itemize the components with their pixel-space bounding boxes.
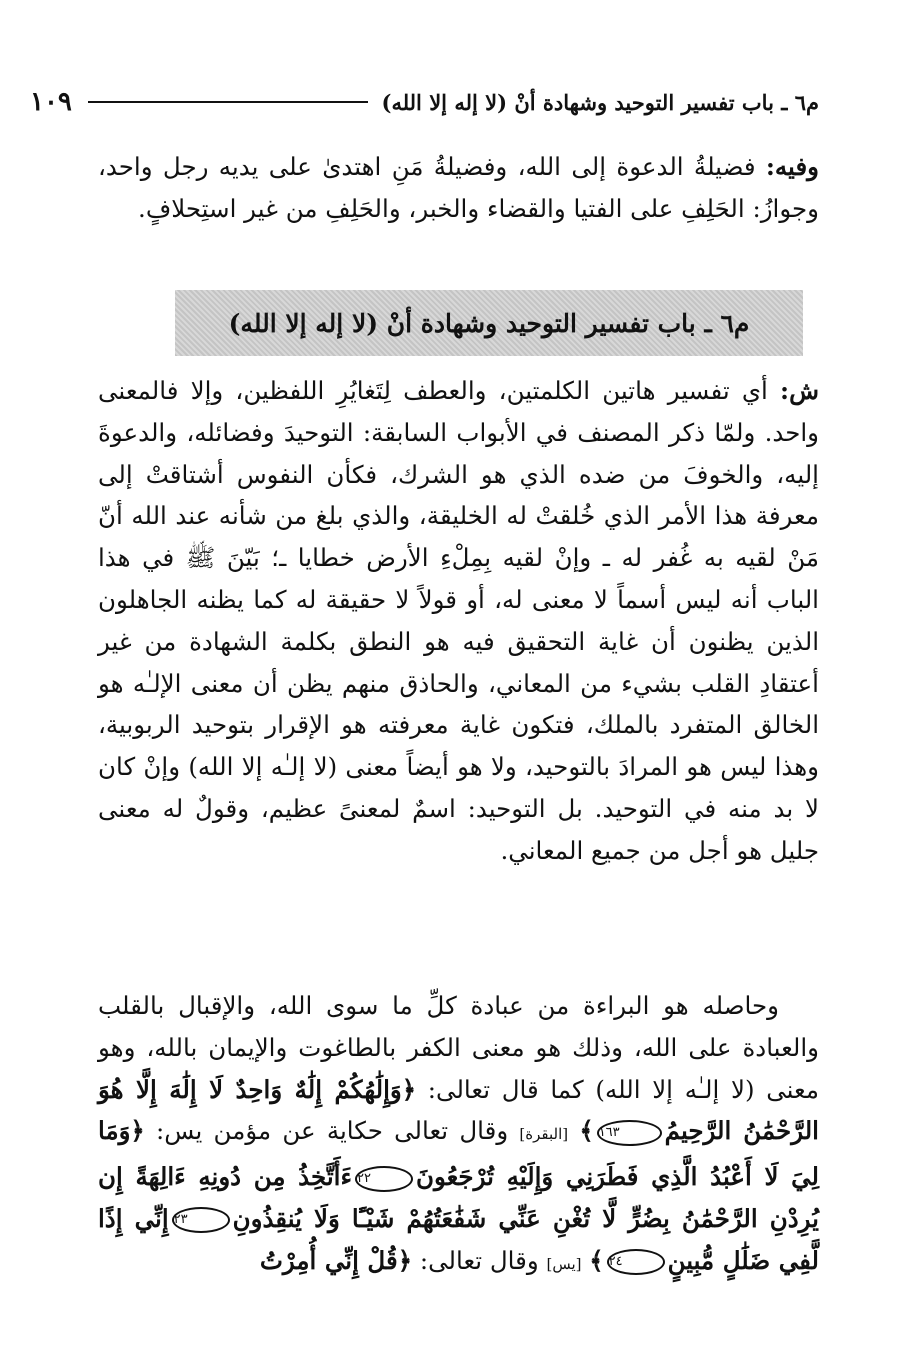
intro-text	[98, 146, 819, 230]
running-header-title: م٦ ـ باب تفسير التوحيد وشهادة أنْ (لا إله إلا الله)	[381, 89, 819, 115]
commentary-lead: ش:	[780, 376, 819, 405]
ref-yasin: [يس]	[546, 1254, 582, 1273]
commentary-body: أي تفسير هاتين الكلمتين، والعطف لِتَغايُرِ اللفظين، وإلا فالمعنى واحد. ولمّا ذكر المصنف في الأبواب السابقة: التوحيدَ وفضائله، والدعوةَ إليه، والخوفَ من ضده الذي هو الشرك، فكأن النفوس أشتاقتْ إلى معرفة هذا الأمر الذي خُلقتْ له الخليقة، والذي بلغ من شأنه عند الله أنّ مَنْ لقيه به غُفر له ـ وإنْ لقيه بِمِلْءِ الأرض خطايا ـ؛ بَيّنَ ﷺ في هذا الباب أنه ليس أسماً لا معنى له، أو قولاً لا حقيقة له كما يظنه الجاهلون الذين يظنون أن غاية التحقيق فيه هو النطق بكلمة الشهادة من غير أعتقادِ القلب بشيء من المعاني، والحاذق منهم يظن أن معنى الإلـٰه هو الخالق المتفرد بالملك، فتكون غاية معرفته هو الإقرار بتوحيد الربوبية، وهذا ليس هو المرادَ بالتوحيد، ولا هو أيضاً معنى (لا إلـٰه إلا الله) وإنْ كان لا بد منه في التوحيد. بل التوحيد: اسمٌ لمعنىً عظيم، وقولٌ له معنى جليل هو أجل من جميع المعاني.	[98, 376, 819, 865]
verse-baqarah: ﴿وَإِلَٰهُكُمْ إِلَٰهٌ وَاحِدٌ لَا إِلَٰهَ إِلَّا هُوَ الرَّحْمَٰنُ الرَّحِيمُ	[98, 1074, 819, 1146]
header-rule	[88, 101, 368, 103]
ayah-number-22: ٢٢	[355, 1166, 413, 1192]
verse-baqarah-close: ﴾	[579, 1116, 594, 1146]
summary-paragraph	[98, 985, 819, 1286]
verse-yasin-c: إِنِّي إِذًا لَّفِي ضَلَٰلٍ مُّبِينٍ	[98, 1203, 819, 1275]
ayah-number-24: ٢٤	[607, 1249, 665, 1275]
intro-paragraph	[98, 146, 819, 230]
commentary-paragraph	[98, 370, 819, 872]
summary-part1: وحاصله هو البراءة من عبادة كلِّ ما سوى الله، والإقبال بالقلب والعبادة على الله، وذلك هو معنى الكفر بالطاغوت والإيمان بالله، وهو معنى (لا إلـٰه إلا الله) كما قال تعالى:	[98, 991, 819, 1104]
ref-baqarah: [البقرة]	[519, 1125, 569, 1144]
summary-text	[98, 985, 819, 1286]
chapter-heading: م٦ ـ باب تفسير التوحيد وشهادة أنْ (لا إله إلا الله)	[228, 308, 750, 338]
verse-yasin-close: ﴾	[589, 1245, 604, 1275]
ayah-number-163: ١٦٣	[597, 1120, 662, 1146]
ayah-number-23: ٢٣	[172, 1207, 230, 1233]
chapter-heading-box	[175, 290, 803, 356]
summary-part3: وقال تعالى:	[412, 1245, 547, 1275]
verse-yasin-a: ﴿وَمَا لِيَ لَا أَعْبُدُ الَّذِي فَطَرَنِي وَإِلَيْهِ تُرْجَعُونَ	[98, 1116, 819, 1192]
verse-qul: ﴿قُلْ إِنِّي أُمِرْتُ	[259, 1245, 413, 1275]
page-number: ١٠٩	[30, 87, 72, 117]
commentary-text	[98, 370, 819, 872]
summary-part2: وقال تعالى حكاية عن مؤمن يس:	[144, 1116, 520, 1146]
verse-yasin-b: ءَأَتَّخِذُ مِن دُونِهِ ءَالِهَةً إِن يُرِدْنِ الرَّحْمَٰنُ بِضُرٍّ لَّا تُغْنِ عَنِّي شَفَٰعَتُهُمْ شَيْـًٔا وَلَا يُنقِذُونِ	[98, 1162, 819, 1233]
running-header	[30, 82, 819, 122]
intro-body: فضيلةُ الدعوة إلى الله، وفضيلةُ مَنِ اهتدىٰ على يديه رجل واحد، وجوازُ: الحَلِفِ على الفتيا والقضاء والخبر، والحَلِفِ من غير استِحلافٍ.	[98, 152, 819, 223]
intro-lead: وفيه:	[765, 152, 819, 181]
